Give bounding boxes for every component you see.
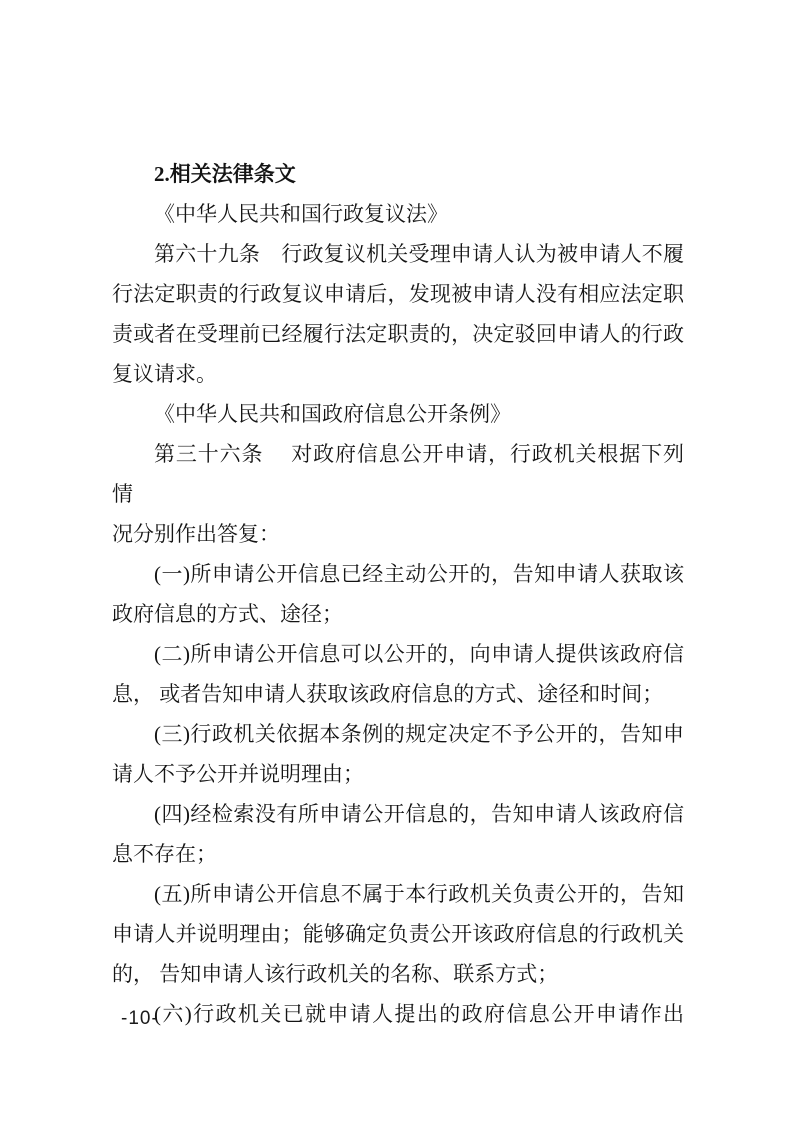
text-line: 责或者在受理前已经履行法定职责的，决定驳回申请人的行政 (112, 322, 684, 346)
text-line: 申请人并说明理由；能够确定负责公开该政府信息的行政机关 (112, 922, 684, 946)
text-line: (一)所申请公开信息已经主动公开的，告知申请人获取该 (154, 562, 684, 586)
text-line: 复议请求。 (112, 362, 217, 386)
text-line: (六)行政机关已就申请人提出的政府信息公开申请作出 (154, 1002, 684, 1026)
text-line: 政府信息的方式、途径； (112, 602, 343, 626)
document-body (112, 154, 684, 1034)
text-line: (二)所申请公开信息可以公开的，向申请人提供该政府信 (154, 642, 684, 666)
text-line: (五)所申请公开信息不属于本行政机关负责公开的，告知 (154, 882, 684, 906)
text-line: 《中华人民共和国政府信息公开条例》 (154, 402, 511, 426)
text-line: 请人不予公开并说明理由； (112, 762, 364, 786)
text-line: 行法定职责的行政复议申请后，发现被申请人没有相应法定职 (112, 282, 684, 306)
text-line: 息， 或者告知申请人获取该政府信息的方式、途径和时间； (112, 682, 664, 706)
text-line: 第三十六条 对政府信息公开申请，行政机关根据下列情 (112, 442, 684, 506)
section-heading: 2.相关法律条文 (154, 162, 296, 186)
text-line: (三)行政机关依据本条例的规定决定不予公开的，告知申 (154, 722, 684, 746)
text-line: 第六十九条 行政复议机关受理申请人认为被申请人不履 (154, 242, 684, 266)
text-line: 的， 告知申请人该行政机关的名称、联系方式； (112, 962, 559, 986)
page-number: -10- (121, 1008, 159, 1029)
text-line: (四)经检索没有所申请公开信息的，告知申请人该政府信 (154, 802, 684, 826)
text-line: 况分别作出答复： (112, 522, 280, 546)
text-line: 息不存在； (112, 842, 217, 866)
text-line: 《中华人民共和国行政复议法》 (154, 202, 448, 226)
